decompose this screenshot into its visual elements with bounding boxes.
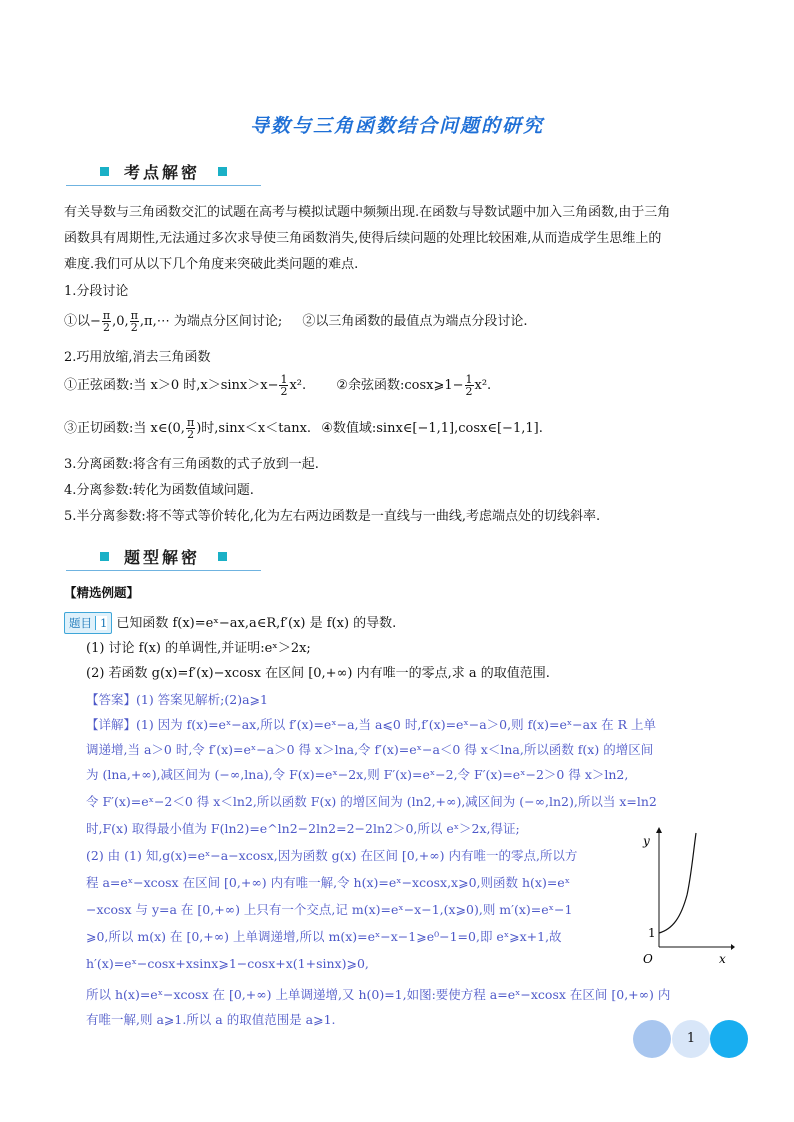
detail-line: 调递增,当 a＞0 时,令 f′(x)=eˣ−a＞0 得 x＞lna,令 f′(x)=eˣ−a＜0 得 x＜lna,所以函数 f(x) 的增区间 [86, 742, 654, 757]
point-1-title: 1.分段讨论 [64, 284, 129, 299]
point-5: 5.半分离参数:将不等式等价转化,化为左右两边函数是一直线与一曲线,考虑端点处的切线斜率. [64, 509, 601, 524]
detail-line: 令 F′(x)=eˣ−2＜0 得 x＜ln2,所以函数 F(x) 的增区间为 (ln2,+∞),减区间为 (−∞,ln2),所以当 x=ln2 [86, 794, 657, 809]
detail-line: ⩾0,所以 m(x) 在 [0,+∞) 上单调递增,所以 m(x)=eˣ−x−1⩾e⁰−1=0,即 eˣ⩾x+1,故 [86, 929, 562, 944]
detail-line: 程 a=eˣ−xcosx 在区间 [0,+∞) 内有唯一解,令 h(x)=eˣ−xcosx,x⩾0,则函数 h(x)=eˣ [86, 875, 570, 890]
detail-line: 时,F(x) 取得最小值为 F(ln2)=e^ln2−2ln2=2−2ln2＞0,所以 eˣ＞2x,得证; [86, 821, 520, 836]
point-2-title: 2.巧用放缩,消去三角函数 [64, 350, 211, 365]
section-underline [66, 570, 261, 571]
example-label: 【精选例题】 [64, 585, 140, 600]
intro-line: 有关导数与三角函数交汇的试题在高考与模拟试题中频频出现.在函数与导数试题中加入三角函数,由于三角 [64, 205, 671, 220]
detail-line: 为 (lna,+∞),减区间为 (−∞,lna),令 F(x)=eˣ−2x,则 F′(x)=eˣ−2,令 F′(x)=eˣ−2＞0 得 x＞ln2, [86, 767, 629, 782]
page-decor-right [710, 1020, 748, 1058]
problem-q1: (1) 讨论 f(x) 的单调性,并证明:eˣ＞2x; [86, 641, 311, 656]
point-2-tangent-range: ③正切函数:当 x∈(0, $\frac{\pi}{2}$ )时,sinx＜x＜tanx. ④数值域:sinx∈[−1,1],cosx∈[−1,1]. [64, 416, 543, 441]
answer: 【答案】(1) 答案见解析;(2)a⩾1 [86, 692, 268, 707]
intro-line: 难度.我们可从以下几个角度来突破此类问题的难点. [64, 257, 359, 272]
detail-line: −xcosx 与 y=a 在 [0,+∞) 上只有一个交点,记 m(x)=eˣ−x−1,(x⩾0),则 m′(x)=eˣ−1 [86, 902, 573, 917]
page-title: 导数与三角函数结合问题的研究 [249, 115, 544, 137]
point-3: 3.分离函数:将含有三角函数的式子放到一起. [64, 457, 319, 472]
section-label: 题型解密 [124, 548, 201, 567]
square-icon [100, 167, 109, 176]
section-header-kaodian [64, 160, 264, 186]
detail-line: (2) 由 (1) 知,g(x)=eˣ−a−xcosx,因为函数 g(x) 在区间 [0,+∞) 内有唯一的零点,所以方 [86, 848, 578, 863]
point-1-body: ①以− $\frac{\pi}{2}$ ,0, $\frac{\pi}{2}$ ,π,⋯ 为端点分区间讨论; ②以三角函数的最值点为端点分段讨论. [64, 309, 528, 334]
square-icon [218, 552, 227, 561]
problem-q2: (2) 若函数 g(x)=f′(x)−xcosx 在区间 [0,+∞) 内有唯一的零点,求 a 的取值范围. [86, 666, 550, 681]
section-underline [66, 185, 261, 186]
problem-badge: 题目 1 [64, 612, 112, 634]
problem-stem: 题目 1 已知函数 f(x)=eˣ−ax,a∈R,f′(x) 是 f(x) 的导数. [64, 612, 396, 634]
section-header-tixing [64, 545, 264, 571]
y-axis-arrow-icon [656, 827, 662, 833]
page-decor-left [633, 1020, 671, 1058]
section-label: 考点解密 [124, 163, 201, 182]
y-label: y [643, 834, 650, 848]
x-label: x [719, 952, 726, 966]
h-curve [659, 833, 696, 933]
intercept-label: 1 [648, 926, 656, 940]
function-graph [635, 825, 735, 975]
intro-line: 函数具有周期性,无法通过多次求导使三角函数消失,使得后续问题的处理比较困难,从而造成学生思维上的 [64, 231, 662, 246]
point-4: 4.分离参数:转化为函数值域问题. [64, 483, 254, 498]
detail-line: 【详解】(1) 因为 f(x)=eˣ−ax,所以 f′(x)=eˣ−a,当 a⩽0 时,f′(x)=eˣ−a＞0,则 f(x)=eˣ−ax 在 R 上单 [86, 717, 656, 732]
detail-line: 有唯一解,则 a⩾1.所以 a 的取值范围是 a⩾1. [86, 1012, 336, 1027]
origin-label: O [643, 952, 653, 966]
square-icon [100, 552, 109, 561]
point-2-sine-cosine: ①正弦函数:当 x＞0 时,x＞sinx＞x− $\frac{1}{2}$ x². ②余弦函数:cosx⩾1− $\frac{1}{2}$ x². [64, 373, 492, 398]
detail-line: h′(x)=eˣ−cosx+xsinx⩾1−cosx+x(1+sinx)⩾0, [86, 956, 369, 971]
page-number: 1 [672, 1020, 710, 1058]
square-icon [218, 167, 227, 176]
x-axis-arrow-icon [731, 944, 735, 950]
detail-line: 所以 h(x)=eˣ−xcosx 在 [0,+∞) 上单调递增,又 h(0)=1,如图:要使方程 a=eˣ−xcosx 在区间 [0,+∞) 内 [86, 987, 671, 1002]
